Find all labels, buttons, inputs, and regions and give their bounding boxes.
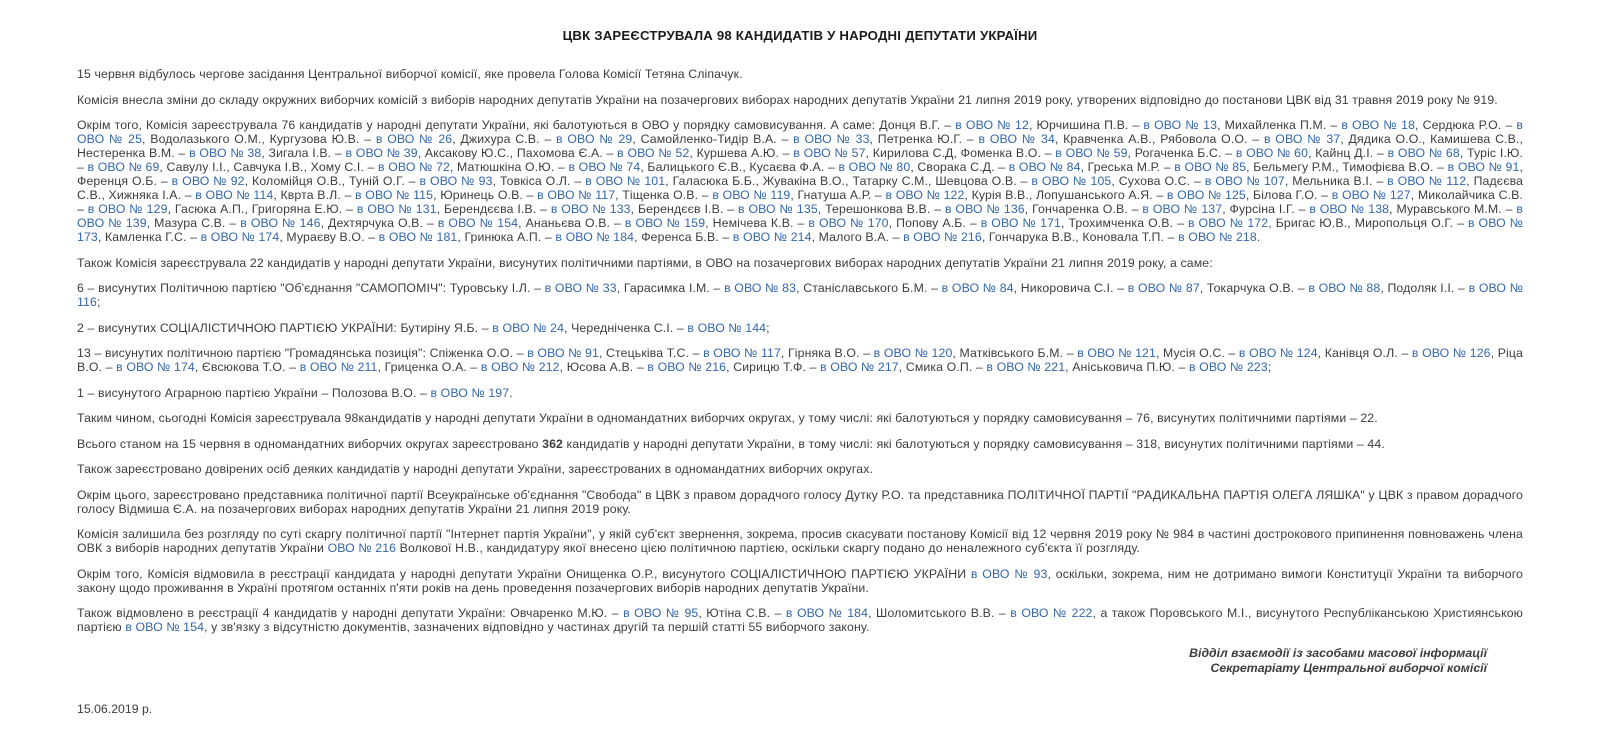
paragraph: Окрім того, Комісія зареєструвала 76 кандидатів у народні депутати України, які балотуються в ОВО у порядку самовисування. А саме: Донця В.Г. – в ОВО № 12, Юрчишина П.В. – в ОВО № 13, Михайленка П.М. – в ОВО № 18, Сердюка Р.О. – в ОВО № 25, Водолазького О.М., Кургузова Ю.В. – в ОВО № 26, Джихура С.В. – в ОВО № 29, Самойленко-Тидір В.А. – в ОВО № 33, Петренка Ю.Г. – в ОВО № 34, Кравченка А.В., Рябовола О.О. – в ОВО № 37, Дядика О.О., Камишева С.В., Нестеренка В.М. – в ОВО № 38, Зигала І.В. – в ОВО № 39, Аксакову Ю.С., Пахомова Є.А. – в ОВО № 52, Куршева А.Ю. – в ОВО № 57, Кирилова С.Д, Фоменка В.О. – в ОВО № 59, Рогаченка Б.С. – в ОВО № 60, Кайнц Д.І. – в ОВО № 68, Туріс І.Ю. – в ОВО № 69, Савулу І.І., Савчука І.В., Хому С.І. – в ОВО № 72, Матюшкіна О.Ю. – в ОВО № 74, Балицького Є.В., Кусаєва Ф.А. – в ОВО № 80, Сворака С.Д. – в ОВО № 84, Греська М.Р. – в ОВО № 85, Бельмегу Р.М., Тимофієва В.О. – в ОВО № 91, Ференця О.Б. – в ОВО № 92, Коломійця О.В., Туній О.Г. – в ОВО № 93, Товкіса О.Л. – в ОВО № 101, Галасюка Б.Б., Жувакіна В.О., Татарку С.М., Шевцова О.В. – в ОВО № 105, Сухова О.С. – в ОВО № 107, Мельника В.І. – в ОВО № 112, Падєєва С.В., Хижняка І.А. – в ОВО № 114, Кврта В.Л. – в ОВО № 115, Юринець О.В. – в ОВО № 117, Тіщенка О.В. – в ОВО № 119, Гнатуша А.Р. – в ОВО № 122, Курія В.В., Лопушанського А.Я. – в ОВО № 125, Білова Г.О. – в ОВО № 127, Миколайчика С.В. – в ОВО № 129, Гасюка А.П., Григоряна Е.Ю. – в ОВО № 131, Берендєєва І.В. – в ОВО № 133, Берендєєв І.В. – в ОВО № 135, Терешонкова В.В. – в ОВО № 136, Гончаренка О.В. – в ОВО № 137, Фурсіна І.Г. – в ОВО № 138, Муравського М.М. – в ОВО № 139, Мазура С.В. – в ОВО № 146, Дехтярчука О.В. – в ОВО № 154, Ананьєва О.В. – в ОВО № 159, Немічева К.В. – в ОВО № 170, Попову А.Б. – в ОВО № 171, Трохимченка О.В. – в ОВО № 172, Бригас Ю.В., Миропольця О.Г. – в ОВО № 173, Камленка Г.С. – в ОВО № 174, Мураєву В.О. – в ОВО № 181, Гринюка А.П. – в ОВО № 184, Ференса Б.В. – в ОВО № 214, Малого В.А. – в ОВО № 216, Гончарука В.В., Коновала Т.П. – в ОВО № 218. [77,118,1524,244]
document-body [77,67,1523,634]
paragraph: Також зареєстровано довірених осіб деяких кандидатів у народні депутати України, зареєстрованих в одномандатних виборчих округах. [77,462,874,476]
paragraph: 2 – висунутих СОЦІАЛІСТИЧНОЮ ПАРТІЄЮ УКРАЇНИ: Бутиріну Я.Б. – в ОВО № 24, Чередніченка С.І. – в ОВО № 144; [77,320,770,335]
ovo-district-link[interactable]: в ОВО № 170 [808,216,889,230]
ovo-district-link[interactable]: в ОВО № 154 [437,216,519,230]
ovo-district-link[interactable]: в ОВО № 95 [623,606,699,620]
ovo-district-link[interactable]: в ОВО № 83 [724,281,797,295]
ovo-district-link[interactable]: в ОВО № 57 [793,146,866,160]
ovo-district-link[interactable]: в ОВО № 125 [1166,188,1246,202]
ovo-district-link[interactable]: в ОВО № 144 [687,320,767,335]
ovo-district-link[interactable]: в ОВО № 33 [544,281,617,295]
paragraph: 1 – висунутого Аграрною партією України – Полозова В.О. – в ОВО № 197. [77,385,513,400]
ovo-district-link[interactable]: в ОВО № 59 [1055,146,1128,160]
ovo-district-link[interactable]: в ОВО № 52 [617,146,690,160]
ovo-district-link[interactable]: в ОВО № 114 [195,188,274,202]
ovo-district-link[interactable]: в ОВО № 117 [703,346,781,360]
ovo-district-link[interactable]: в ОВО № 88 [1308,281,1381,295]
ovo-district-link[interactable]: в ОВО № 131 [356,202,437,216]
ovo-district-link[interactable]: в ОВО № 93 [970,566,1048,581]
ovo-district-link[interactable]: в ОВО № 214 [732,230,812,244]
ovo-district-link[interactable]: в ОВО № 119 [712,188,791,202]
ovo-district-link[interactable]: в ОВО № 184 [555,230,635,244]
ovo-district-link[interactable]: в ОВО № 91 [527,346,599,360]
ovo-district-link[interactable]: в ОВО № 174 [116,360,195,374]
ovo-district-link[interactable]: в ОВО № 216 [903,230,982,244]
ovo-district-link[interactable]: в ОВО № 174 [200,230,280,244]
ovo-district-link[interactable]: в ОВО № 85 [1174,160,1247,174]
paragraph: Окрім того, Комісія відмовила в реєстрації кандидата у народні депутати України Онищенка О.Р., висунутого СОЦІАЛІСТИЧНОЮ ПАРТІЄЮ УКРАЇНИ в ОВО № 93, оскільки, зокрема, ним не дотримано вимоги Конституції України та виборчого закону щодо проживання в Україні протягом останніх п'яти років на день проведення позачергових виборів народних депутатів України. [77,566,1523,595]
ovo-district-link[interactable]: в ОВО № 222 [1010,606,1093,620]
ovo-district-link[interactable]: в ОВО № 91 [1447,160,1520,174]
ovo-district-link[interactable]: в ОВО № 33 [793,132,870,146]
ovo-district-link[interactable]: в ОВО № 154 [125,620,205,634]
ovo-district-link[interactable]: в ОВО № 38 [189,146,262,160]
ovo-district-link[interactable]: в ОВО № 39 [345,146,418,160]
ovo-district-link[interactable]: в ОВО № 184 [785,606,869,620]
ovo-district-link[interactable]: в ОВО № 171 [980,216,1062,230]
ovo-district-link[interactable]: в ОВО № 12 [955,118,1029,132]
page-title: ЦВК ЗАРЕЄСТРУВАЛА 98 КАНДИДАТІВ У НАРОДНІ ДЕПУТАТИ УКРАЇНИ [562,28,1038,43]
ovo-district-link[interactable]: в ОВО № 212 [480,360,560,374]
ovo-district-link[interactable]: в ОВО № 18 [1341,118,1416,132]
paragraph: Таким чином, сьогодні Комісія зареєструвала 98кандидатів у народні депутати України в одномандатних виборчих округах, у тому числі: які балотуються у порядку самовисування – 76, висунутих політичними партіями – 22. [77,411,1378,425]
ovo-district-link[interactable]: в ОВО № 124 [1238,346,1318,360]
ovo-district-link[interactable]: в ОВО № 34 [978,132,1055,146]
ovo-district-link[interactable]: в ОВО № 107 [1204,174,1285,188]
paragraph: Також відмовлено в реєстрації 4 кандидатів у народні депутати України: Овчаренко М.Ю. – в ОВО № 95, Ютіна С.В. – в ОВО № 184, Шоломитського В.В. – в ОВО № 222, а також Поровського М.І., висунутого Республіканською Християнською партією в ОВО № 154, у зв'язку з відсутністю документів, зазначених відповідно у частинах другій та першій статті 55 виборчого закону. [77,606,1524,634]
paragraph: Всього станом на 15 червня в одномандатних виборчих округах зареєстровано 362 кандидатів у народні депутати України, в тому числі: які балотуються у порядку самовисування – 318, висунутих політичними партіями – 44. [77,436,1385,451]
ovo-district-link[interactable]: в ОВО № 69 [87,160,160,174]
ovo-district-link[interactable]: в ОВО № 122 [885,188,965,202]
ovo-district-link[interactable]: в ОВО № 135 [737,202,818,216]
ovo-district-link[interactable]: в ОВО № 116 [77,281,1524,309]
paragraph: Комісія залишила без розгляду по суті скаргу політичної партії "Інтернет партія України", у якій суб'єкт звернення, зокрема, просив скасувати постанову Комісії від 12 червня 2019 року № 984 в частині дострокового припинення повноважень члена ОВК з виборів народних депутатів України ОВО № 216 Волкової Н.В., кандидатуру якої внесено цією політичною партією, оскільки скаргу подано до неналежного суб'єкта її розгляду. [77,527,1523,555]
ovo-district-link[interactable]: в ОВО № 37 [1263,132,1341,146]
ovo-district-link[interactable]: в ОВО № 138 [1309,202,1390,216]
ovo-district-link[interactable]: в ОВО № 137 [1142,202,1223,216]
date-line: 15.06.2019 р. [77,701,153,716]
ovo-district-link[interactable]: в ОВО № 105 [1031,174,1112,188]
ovo-district-link[interactable]: в ОВО № 211 [299,360,378,374]
ovo-district-link[interactable]: в ОВО № 25 [77,118,1523,146]
ovo-district-link[interactable]: в ОВО № 24 [492,320,565,335]
ovo-district-link[interactable]: в ОВО № 80 [838,160,911,174]
signature-line-department: Відділ взаємодії із засобами масової інформації [1189,645,1487,660]
ovo-district-link[interactable]: в ОВО № 136 [944,202,1025,216]
ovo-district-link[interactable]: в ОВО № 223 [1188,360,1268,374]
paragraph: Також Комісія зареєструвала 22 кандидатів у народні депутати України, висунутих політичними партіями, в ОВО на позачергових виборах народних депутатів України 21 липня 2019 року, а саме: [77,255,1213,270]
ovo-district-link[interactable]: в ОВО № 68 [1387,146,1460,160]
ovo-district-link[interactable]: в ОВО № 29 [556,132,633,146]
ovo-district-link[interactable]: в ОВО № 216 [647,360,727,374]
ovo-district-link[interactable]: ОВО № 216 [327,541,397,555]
ovo-district-link[interactable]: в ОВО № 121 [1077,346,1156,360]
paragraph: 13 – висунутих політичною партією "Громадянська позиція": Спіженка О.О. – в ОВО № 91, Стецьківа Т.С. – в ОВО № 117, Гірняка В.О. – в ОВО № 120, Матківського Б.М. – в ОВО № 121, Мусія О.С. – в ОВО № 124, Канівця О.Л. – в ОВО № 126, Ріца В.О. – в ОВО № 174, Євсюкова Т.О. – в ОВО № 211, Гриценка О.А. – в ОВО № 212, Юсова А.В. – в ОВО № 216, Сирицю Т.Ф. – в ОВО № 217, Смика О.П. – в ОВО № 221, Аніськовича П.Ю. – в ОВО № 223; [77,346,1523,374]
ovo-district-link[interactable]: в ОВО № 133 [550,202,631,216]
ovo-district-link[interactable]: в ОВО № 13 [1143,118,1218,132]
ovo-district-link[interactable]: в ОВО № 112 [1387,174,1467,188]
ovo-district-link[interactable]: в ОВО № 172 [1187,216,1269,230]
ovo-district-link[interactable]: в ОВО № 93 [419,174,493,188]
ovo-district-link[interactable]: в ОВО № 173 [77,216,1524,244]
paragraph: Окрім цього, зареєстровано представника політичної партії Всеукраїнське об'єднання "Свобода" в ЦВК з правом дорадчого голосу Дутку Р.О. та представника ПОЛІТИЧНОЇ ПАРТІЇ "РАДИКАЛЬНА ПАРТІЯ ОЛЕГА ЛЯШКА" у ЦВК з правом дорадчого голосу Відмиша Є.А. на позачергових виборах народних депутатів України 21 липня 2019 року. [77,487,1523,516]
ovo-district-link[interactable]: в ОВО № 146 [240,216,321,230]
ovo-district-link[interactable]: в ОВО № 101 [585,174,666,188]
ovo-district-link[interactable]: в ОВО № 87 [1127,281,1200,295]
ovo-district-link[interactable]: в ОВО № 72 [378,160,450,174]
ovo-district-link[interactable]: в ОВО № 127 [1331,188,1411,202]
ovo-district-link[interactable]: в ОВО № 126 [1411,346,1491,360]
ovo-district-link[interactable]: в ОВО № 139 [77,202,1524,230]
paragraph: 15 червня відбулось чергове засідання Центральної виборчої комісії, яке провела Голова Комісії Тетяна Сліпачук. [77,67,743,81]
ovo-district-link[interactable]: в ОВО № 117 [537,188,616,202]
ovo-district-link[interactable]: в ОВО № 84 [941,281,1014,295]
ovo-district-link[interactable]: в ОВО № 218 [1178,230,1257,244]
ovo-district-link[interactable]: в ОВО № 60 [1235,146,1309,160]
ovo-district-link[interactable]: в ОВО № 120 [873,346,953,360]
ovo-district-link[interactable]: в ОВО № 26 [375,132,453,146]
ovo-district-link[interactable]: в ОВО № 181 [378,230,458,244]
ovo-district-link[interactable]: в ОВО № 92 [171,174,245,188]
ovo-district-link[interactable]: в ОВО № 159 [624,216,706,230]
ovo-district-link[interactable]: в ОВО № 129 [87,202,168,216]
signature-block [77,646,1523,676]
paragraph: Комісія внесла зміни до складу окружних виборчих комісій з виборів народних депутатів України на позачергових виборах народних депутатів України 21 липня 2019 року, утворених відповідно до постанови ЦВК від 31 травня 2019 року № 919. [77,92,1498,107]
ovo-district-link[interactable]: в ОВО № 115 [355,188,434,202]
ovo-district-link[interactable]: в ОВО № 217 [820,360,899,374]
ovo-district-link[interactable]: в ОВО № 197 [430,385,510,400]
paragraph: 6 – висунутих Політичною партією "Об'єднання "САМОПОМІЧ": Туровську І.Л. – в ОВО № 33, Гарасимка І.М. – в ОВО № 83, Станіславського Б.М. – в ОВО № 84, Никоровича С.І. – в ОВО № 87, Токарчука О.В. – в ОВО № 88, Подоляк І.І. – в ОВО № 116; [77,281,1524,309]
ovo-district-link[interactable]: в ОВО № 74 [568,160,641,174]
ovo-district-link[interactable]: в ОВО № 221 [986,360,1066,374]
signature-line-secretariat: Секретаріату Центральної виборчої комісії [1210,660,1487,675]
ovo-district-link[interactable]: в ОВО № 84 [1008,160,1081,174]
